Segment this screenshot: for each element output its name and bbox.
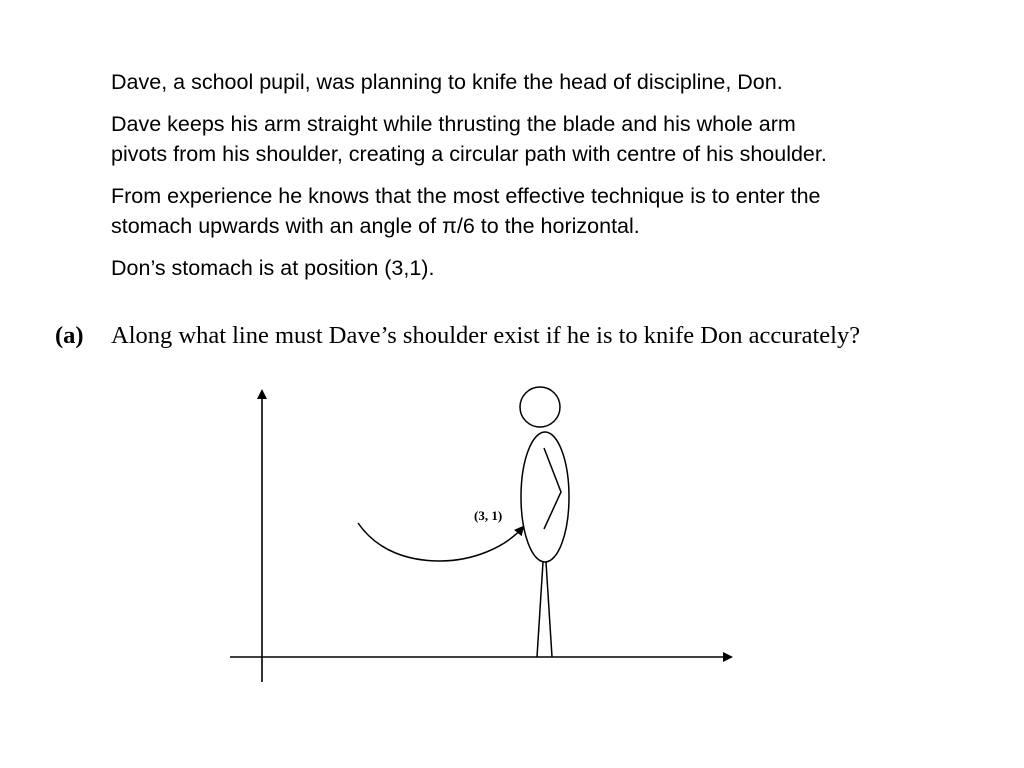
paragraph-arm-line-2: pivots from his shoulder, creating a circular path with centre of his shoulder. [111,142,827,166]
question-text: Along what line must Dave’s shoulder exist if he is to knife Don accurately? [111,322,861,349]
stomach-point-label: (3, 1) [474,508,503,523]
don-figure [520,387,569,657]
paragraph-intro: Dave, a school pupil, was planning to knife the head of discipline, Don. [111,70,783,94]
question-label: (a) [55,322,84,349]
paragraph-technique-line-1: From experience he knows that the most effective technique is to enter the [111,184,821,208]
knife-arc-path [358,523,523,561]
paragraph-position: Don’s stomach is at position (3,1). [111,256,435,280]
don-left-leg [537,562,543,657]
don-head [520,387,560,427]
paragraph-technique-line-2: stomach upwards with an angle of π/6 to the horizontal. [111,214,640,238]
paragraph-arm-line-1: Dave keeps his arm straight while thrusting the blade and his whole arm [111,112,796,136]
don-right-leg [546,562,552,657]
don-arm [544,448,561,529]
